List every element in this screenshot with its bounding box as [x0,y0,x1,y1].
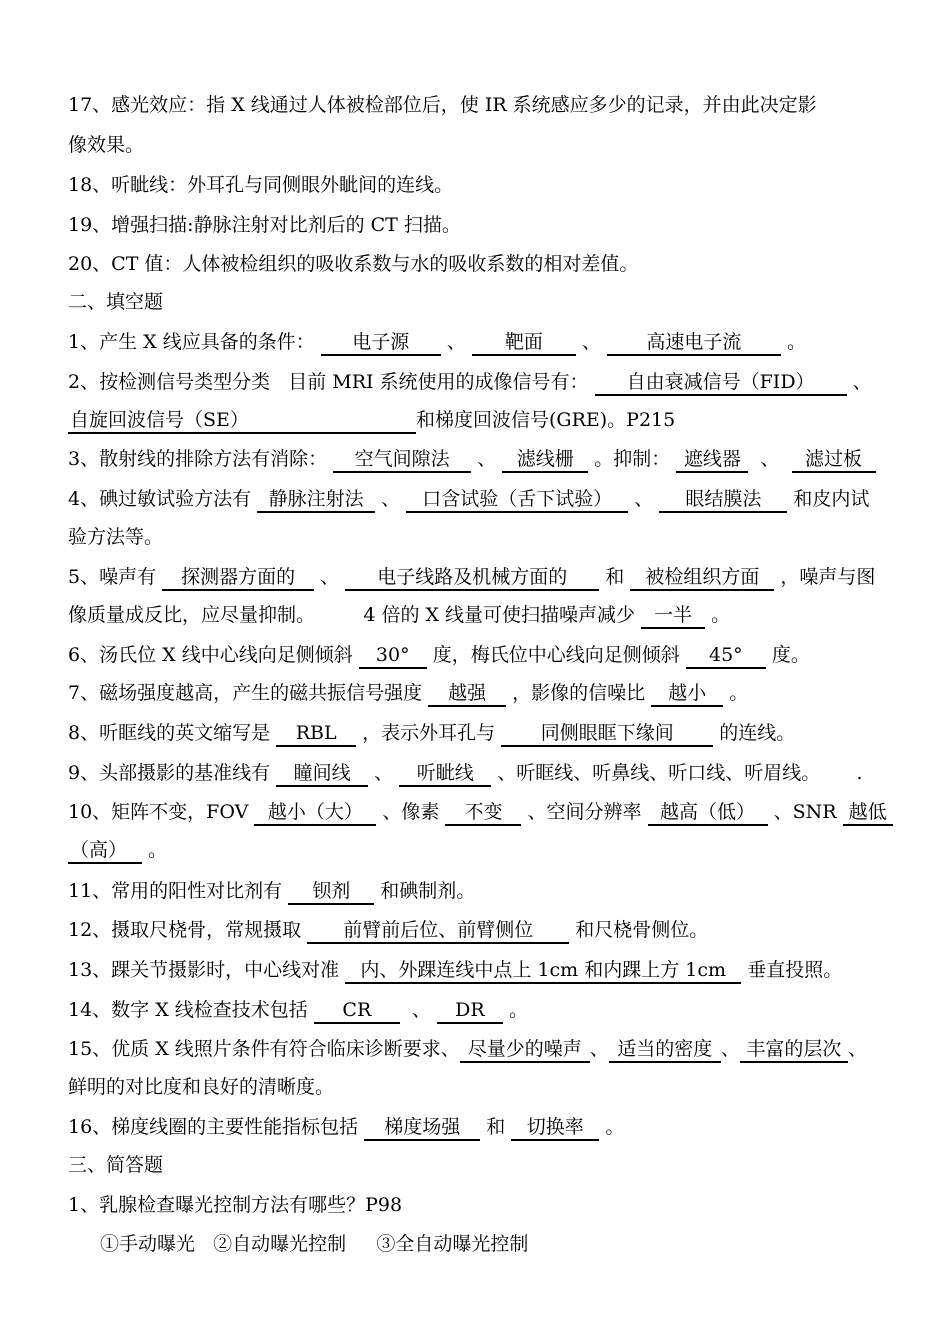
answer-blank: （高） [68,838,142,864]
text-span: 16、梯度线圈的主要性能指标包括 [68,1116,365,1138]
text-span: 20、CT 值：人体被检组织的吸收系数与水的吸收系数的相对差值。 [68,253,639,275]
text-span: 15、优质 X 线照片条件有符合临床诊断要求、 [68,1038,460,1060]
text-span: ，表示外耳孔与 [356,722,502,744]
text-line [68,761,888,787]
answer-blank: 靶面 [472,330,576,356]
answer-blank: 探测器方面的 [162,565,314,591]
text-span: 。 [502,999,528,1021]
answer-blank: 瞳间线 [276,761,368,787]
answer-blank: 越高（低） [648,800,768,826]
text-span: 17、感光效应：指 X 线通过人体被检部位后，使 IR 系统感应多少的记录，并由此决定影 [68,94,817,116]
text-span: 、 [399,999,437,1021]
answer-blank: 高速电子流 [607,330,781,356]
text-span: 、 [471,448,503,470]
text-span: 19、增强扫描:静脉注射对比剂后的 CT 扫描。 [68,214,461,236]
text-span: 、 [628,488,660,510]
text-line [68,447,888,473]
answer-blank: 一半 [641,603,705,629]
text-line [68,487,888,513]
text-span: 12、摄取尺桡骨，常规摄取 [68,919,308,941]
text-line [68,1075,888,1101]
text-line [68,133,888,159]
answer-blank: 越小 [651,681,723,707]
text-line [100,1232,920,1258]
text-span: 、像素 [376,801,446,823]
text-line [68,879,888,905]
text-span: 9、头部摄影的基准线有 [68,762,277,784]
text-span: 。 [599,1116,625,1138]
text-span: 1、产生 X 线应具备的条件： [68,331,321,353]
text-span: 二、填空题 [68,291,164,313]
answer-blank: 适当的密度 [609,1037,721,1063]
text-span: 、 [440,331,472,353]
answer-blank: 越低 [843,800,893,826]
text-line [68,643,888,669]
answer-blank: 内、外踝连线中点上 1cm 和内踝上方 1cm [345,958,741,984]
text-span: 。 [780,331,806,353]
text-span: 和 [480,1116,512,1138]
text-span: 像效果。 [68,134,145,156]
text-span: 、 [748,448,792,470]
text-span: ，噪声与图 [774,566,876,588]
text-span: 。 [723,682,749,704]
text-span: 三、简答题 [68,1154,164,1176]
text-span: 、听眶线、听鼻线、听口线、听眉线。 . [491,762,863,784]
text-span: 2、按检测信号类型分类 目前 MRI 系统使用的成像信号有： [68,371,595,393]
answer-blank: RBL [276,721,356,747]
text-span: 3、散射线的排除方法有消除： [68,448,334,470]
text-line [68,408,888,434]
text-span: 、 [575,331,607,353]
text-line [68,290,888,316]
answer-blank: 丰富的层次 [740,1037,848,1063]
answer-blank: 自旋回波信号（SE） [68,408,416,434]
text-line [68,1037,888,1063]
text-span: ①手动曝光 ②自动曝光控制 ③全自动曝光控制 [100,1233,529,1255]
answer-blank: 静脉注射法 [257,487,375,513]
answer-blank: 越小（大） [254,800,376,826]
answer-blank: 听眦线 [399,761,491,787]
answer-blank: 30° [359,643,427,669]
answer-blank: 被检组织方面 [630,565,774,591]
text-span: 11、常用的阳性对比剂有 [68,880,289,902]
text-line [68,330,888,356]
answer-blank: 滤过板 [792,447,876,473]
text-span: 的连线。 [713,722,796,744]
text-span: 和皮内试 [787,488,870,510]
text-line [68,565,888,591]
text-span: 18、听眦线：外耳孔与同侧眼外眦间的连线。 [68,174,454,196]
text-span: 10、矩阵不变，FOV [68,801,255,823]
text-line [68,1193,888,1219]
text-span: 7、磁场强度越高，产生的磁共振信号强度 [68,682,429,704]
text-span: 、 [368,762,400,784]
text-span: 、 [720,1038,740,1060]
text-line [68,252,888,278]
text-span: 6、汤氏位 X 线中心线向足侧倾斜 [68,644,359,666]
text-line [68,800,888,826]
text-span: 13、踝关节摄影时，中心线对准 [68,959,346,981]
text-span: 、 [375,488,407,510]
answer-blank: 电子线路及机械方面的 [345,565,599,591]
text-line [68,1115,888,1141]
answer-blank: 滤线栅 [502,447,588,473]
text-span: 和梯度回波信号(GRE)。P215 [416,409,676,431]
answer-blank: 自由衰减信号（FID） [595,370,847,396]
text-span: 像质量成反比，应尽量抑制。 4 倍的 X 线量可使扫描噪声减少 [68,604,642,626]
text-line [68,173,888,199]
text-span: 度，梅氏位中心线向足侧倾斜 [426,644,686,666]
text-span: 、 [847,1038,867,1060]
answer-blank: 口含试验（舌下试验） [406,487,628,513]
answer-blank: 空气间隙法 [333,447,471,473]
text-span: 和尺桡骨侧位。 [569,919,709,941]
text-span: 。 [142,839,168,861]
text-span: 和 [599,566,631,588]
text-span: 1、乳腺检查曝光控制方法有哪些？P98 [68,1194,403,1216]
answer-blank: 眼结膜法 [659,487,787,513]
text-line [68,525,888,551]
text-line [68,370,888,396]
text-span: 垂直投照。 [741,959,843,981]
answer-blank: 切换率 [511,1115,599,1141]
answer-blank: 尽量少的噪声 [460,1037,590,1063]
text-span: 、 [314,566,346,588]
answer-blank: 越强 [428,681,506,707]
answer-blank: 电子源 [321,330,441,356]
text-line [68,721,888,747]
text-line [68,213,888,239]
text-span: 验方法等。 [68,526,164,548]
text-span: 、 [846,371,872,393]
text-span: 、空间分辨率 [521,801,648,823]
text-span: ，影像的信噪比 [506,682,652,704]
answer-blank: 45° [686,643,766,669]
text-line [68,918,888,944]
text-span: 、 [589,1038,609,1060]
text-span: 。 [705,604,731,626]
text-span: 5、噪声有 [68,566,163,588]
text-line [68,603,888,629]
text-span: 14、数字 X 线检查技术包括 [68,999,314,1021]
answer-blank: 同侧眼眶下缘间 [501,721,713,747]
text-line [68,93,888,119]
text-span: 4、碘过敏试验方法有 [68,488,258,510]
answer-blank: 梯度场强 [364,1115,480,1141]
text-line [68,681,888,707]
text-span: 度。 [765,644,810,666]
text-span: 。抑制： [588,448,677,470]
answer-blank: 遮线器 [676,447,748,473]
text-span: 8、听眶线的英文缩写是 [68,722,277,744]
text-line [68,998,888,1024]
answer-blank: DR [437,998,503,1024]
answer-blank: 钡剂 [288,879,374,905]
text-line [68,838,888,864]
text-span: 鲜明的对比度和良好的清晰度。 [68,1076,335,1098]
text-line [68,1153,888,1179]
text-span: 和碘制剂。 [374,880,476,902]
text-line [68,958,888,984]
answer-blank: 不变 [445,800,521,826]
answer-blank: CR [314,998,400,1024]
answer-blank: 前臂前后位、前臂侧位 [307,918,569,944]
text-span: 、SNR [767,801,843,823]
